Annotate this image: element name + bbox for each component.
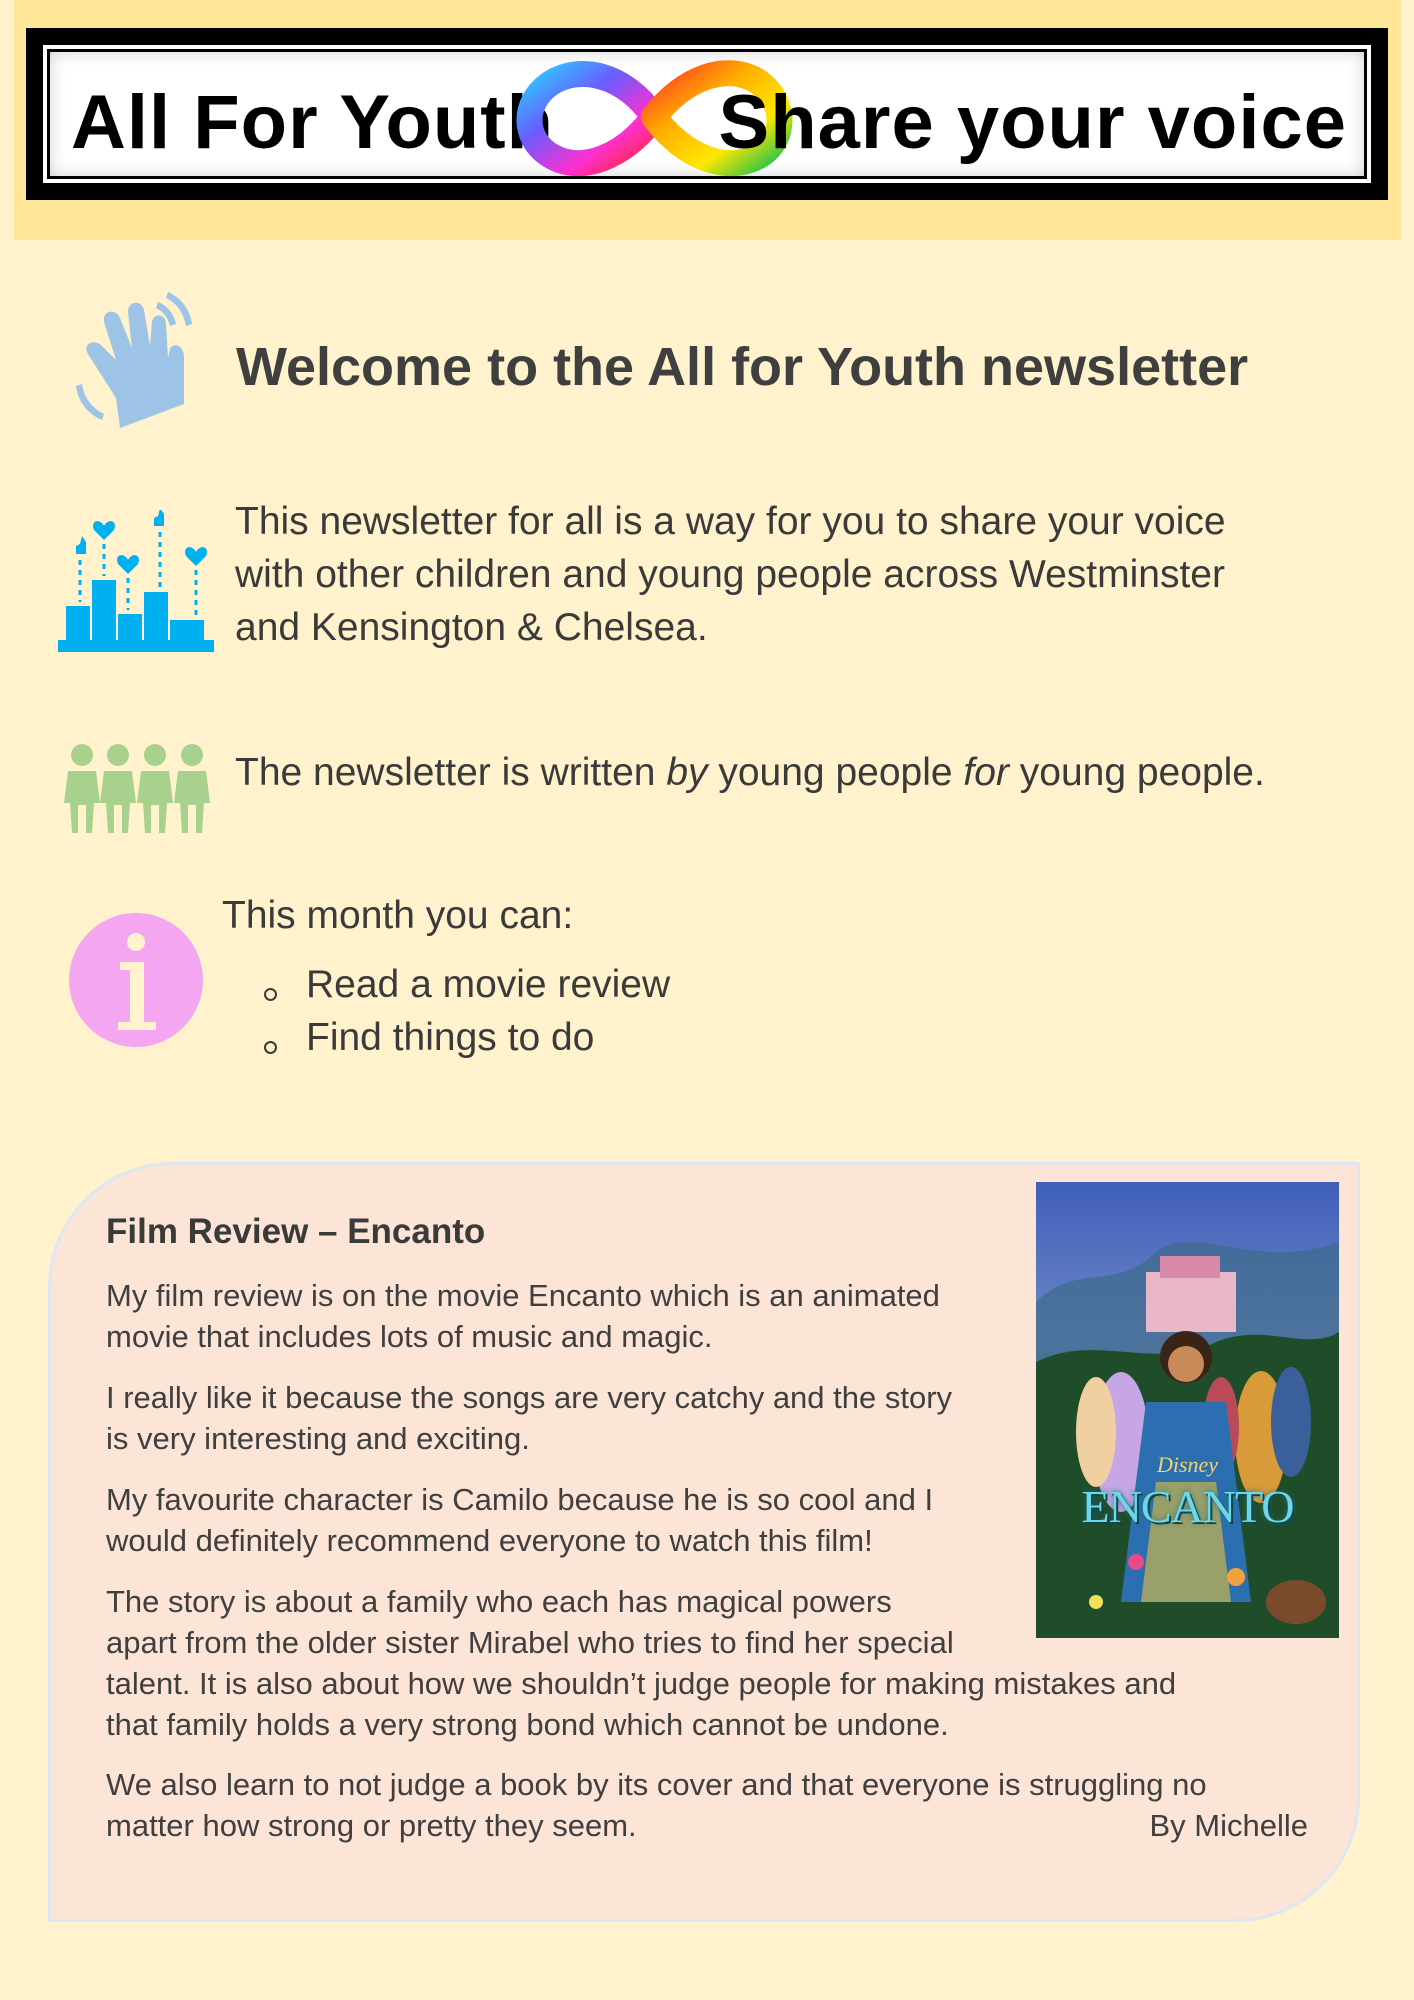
poster-title: ENCANTO — [1081, 1481, 1294, 1532]
review-paragraph-4 — [106, 1581, 1176, 1745]
banner-title-left: All For Youth — [71, 80, 555, 165]
intro-line: and Kensington & Chelsea. — [235, 606, 708, 649]
review-line: would definitely recommend everyone to watch this film! — [106, 1523, 873, 1558]
list-item: Read a movie review — [260, 958, 670, 1011]
intro-paragraph — [235, 495, 1226, 654]
review-line: My film review is on the movie Encanto which is an animated — [106, 1278, 940, 1313]
welcome-heading: Welcome to the All for Youth newsletter — [236, 337, 1249, 397]
intro-line: with other children and young people across Westminster — [235, 553, 1225, 596]
intro-line: This newsletter for all is a way for you to share your voice — [235, 500, 1226, 543]
review-line: My favourite character is Camilo because he is so cool and I — [106, 1482, 934, 1517]
review-paragraph-5 — [106, 1764, 1306, 1846]
poster-artwork — [1036, 1182, 1339, 1638]
poster-brand: Disney — [1156, 1452, 1219, 1477]
review-paragraph-3 — [106, 1479, 933, 1561]
review-author: By Michelle — [1149, 1808, 1308, 1843]
review-line: I really like it because the songs are very catchy and the story — [106, 1380, 953, 1415]
review-paragraph-2 — [106, 1377, 952, 1459]
written-by-text: young people — [707, 751, 964, 794]
encanto-poster — [1036, 1182, 1339, 1638]
review-line-text: matter how strong or pretty they seem. — [106, 1808, 637, 1843]
written-by-text: The newsletter is written — [235, 751, 667, 794]
review-paragraph-1 — [106, 1275, 940, 1357]
banner-title-right: Share your voice — [718, 80, 1347, 165]
header-banner-inner — [40, 42, 1374, 186]
written-by-line — [235, 746, 1265, 799]
review-line: talent. It is also about how we shouldn’t judge people for making mistakes and — [106, 1666, 1177, 1701]
review-line — [106, 1805, 1306, 1846]
film-review-title: Film Review – Encanto — [106, 1212, 486, 1251]
this-month-list — [260, 958, 670, 1064]
review-line: The story is about a family who each has magical powers — [106, 1584, 892, 1619]
list-item: Find things to do — [260, 1011, 670, 1064]
written-by-emphasis: by — [666, 751, 708, 794]
info-icon — [68, 912, 204, 1048]
review-line: movie that includes lots of music and magic. — [106, 1319, 713, 1354]
this-month-heading: This month you can: — [222, 894, 574, 937]
review-line: We also learn to not judge a book by its cover and that everyone is struggling no — [106, 1767, 1207, 1802]
review-line: apart from the older sister Mirabel who tries to find her special — [106, 1625, 954, 1660]
written-by-text: young people. — [1008, 751, 1265, 794]
likes-chart-icon — [56, 510, 216, 655]
review-line: that family holds a very strong bond which cannot be undone. — [106, 1707, 949, 1742]
waving-hand-icon — [72, 288, 200, 438]
header-banner — [26, 28, 1388, 200]
people-group-icon — [60, 743, 215, 835]
review-line: is very interesting and exciting. — [106, 1421, 530, 1456]
written-by-emphasis: for — [963, 751, 1009, 794]
